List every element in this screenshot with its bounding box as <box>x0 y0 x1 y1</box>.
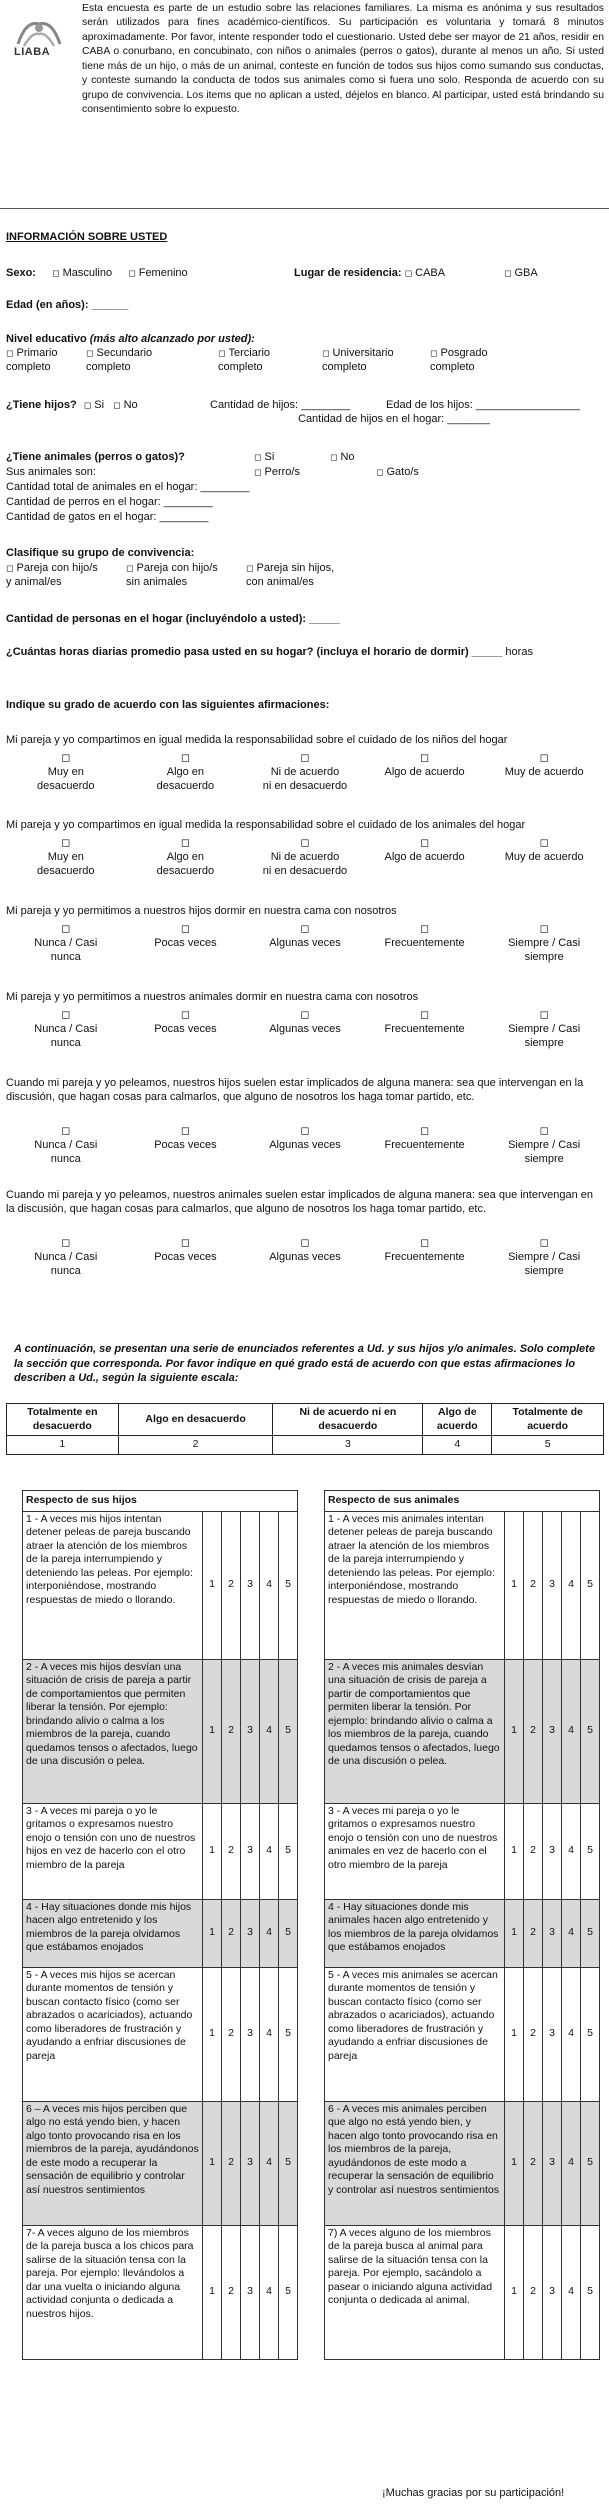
scale-q4 <box>6 1009 604 1050</box>
edad-row <box>6 298 604 312</box>
radio[interactable]: ◻ <box>420 923 430 935</box>
checkbox-conv-3[interactable]: ◻ <box>246 563 254 573</box>
checkbox-hijos-no[interactable]: ◻ <box>113 400 121 410</box>
opt-perros: Perro/s <box>264 466 300 478</box>
radio[interactable]: ◻ <box>420 1125 430 1137</box>
scale-option[interactable] <box>126 1125 246 1166</box>
edad-blank[interactable]: ______ <box>91 299 129 311</box>
question-4: Mi pareja y yo permitimos a nuestros animales dormir en nuestra cama con nosotros <box>6 991 419 1003</box>
radio[interactable]: ◻ <box>539 923 549 935</box>
scale-label: Siempre / Casi siempre <box>508 1138 581 1165</box>
checkbox-masculino[interactable]: ◻ <box>52 268 60 278</box>
nivel-row <box>6 332 604 346</box>
scale-option[interactable] <box>245 1237 365 1278</box>
table-row <box>23 1659 298 1803</box>
scale-label: Muy en desacuerdo <box>37 850 95 877</box>
section-title: INFORMACIÓN SOBRE USTED <box>6 231 168 243</box>
opt-masculino: Masculino <box>62 267 113 279</box>
radio[interactable]: ◻ <box>61 1125 71 1137</box>
question-6: Cuando mi pareja y yo peleamos, nuestros animales suelen estar implicados de alguna manera: sea que intervengan en la discusión, que hagan cosas para calmarlos, que alguno de nosotros los haga tomar partido, etc. <box>6 1189 594 1216</box>
rating-cell[interactable]: 1 <box>203 1511 222 1659</box>
scale-label: Pocas veces <box>154 936 217 949</box>
opt-animales-si: Si <box>264 451 275 463</box>
scale-label: Pocas veces <box>154 1022 217 1035</box>
checkbox-hijos-si[interactable]: ◻ <box>83 400 92 410</box>
rating-cell[interactable]: 2 <box>222 1967 241 2101</box>
item-text: 5 - A veces mis animales se acercan durante momentos de tensión y buscan contacto físico (como ser abrazados o acariciados), actuando como liberadores de frustración y ayudando a enfriar discusiones de pareja <box>325 1967 505 2101</box>
nivel-note: (más alto alcanzado por usted): <box>89 333 255 345</box>
scale-option[interactable] <box>365 1125 485 1166</box>
scale-label: Algo de acuerdo <box>384 850 465 863</box>
opt-hijos-no: No <box>123 399 138 411</box>
hijos-table <box>22 1490 298 2360</box>
sus-animales-row <box>6 465 604 479</box>
opt-gatos: Gato/s <box>386 466 419 478</box>
radio[interactable]: ◻ <box>300 837 310 849</box>
radio[interactable]: ◻ <box>300 923 310 935</box>
item-text: 6 - A veces mis animales perciben que algo no está yendo bien, y hacen algo tonto provocando risa en los miembros de la pareja, ayudándonos de este modo a recuperar la sensación de equilibrio y controlar así nuestros sentimientos <box>325 2101 505 2225</box>
scale-label: Nunca / Casi nunca <box>34 1138 98 1165</box>
scale-option[interactable] <box>365 837 485 878</box>
radio[interactable]: ◻ <box>180 923 190 935</box>
opt-conv-1[interactable] <box>6 561 98 590</box>
scale-intro: A continuación, se presentan una serie de enunciados referentes a Ud. y sus hijos y/o animales. Solo complete la sección que corresponda. Por favor indique en qué grado está de acuerdo con que estas afirmaciones lo describen a Ud., según la siguiente escala: <box>14 1343 595 1385</box>
rating-cell[interactable]: 5 <box>581 1803 600 1899</box>
rating-cell[interactable]: 2 <box>524 1899 543 1967</box>
rating-cell[interactable]: 1 <box>203 1967 222 2101</box>
scale-option[interactable] <box>6 1237 126 1278</box>
scale-option[interactable] <box>126 837 246 878</box>
checkbox-primario[interactable]: ◻ <box>6 348 14 358</box>
opt-universitario[interactable] <box>322 346 394 375</box>
checkbox-femenino[interactable]: ◻ <box>128 268 136 278</box>
opt-universitario-label: Universitario completo <box>322 347 394 374</box>
rating-cell[interactable]: 2 <box>524 1967 543 2101</box>
radio[interactable]: ◻ <box>180 1237 190 1249</box>
scale-option[interactable] <box>484 923 604 964</box>
scale-option[interactable] <box>245 1009 365 1050</box>
legend-label: Ni de acuerdo ni en desacuerdo <box>273 1404 423 1436</box>
scale-option[interactable] <box>126 923 246 964</box>
rating-cell[interactable]: 1 <box>505 1967 524 2101</box>
radio[interactable]: ◻ <box>539 837 549 849</box>
radio[interactable]: ◻ <box>61 1237 71 1249</box>
radio[interactable]: ◻ <box>61 923 71 935</box>
rating-cell[interactable]: 1 <box>203 1803 222 1899</box>
rating-cell[interactable]: 2 <box>524 1803 543 1899</box>
radio[interactable]: ◻ <box>180 837 190 849</box>
rating-cell[interactable]: 5 <box>581 2101 600 2225</box>
table-row <box>23 2101 298 2225</box>
checkbox-animales-si[interactable]: ◻ <box>254 452 262 462</box>
legend-label: Algo en desacuerdo <box>118 1404 273 1436</box>
scale-label: Nunca / Casi nunca <box>34 1250 98 1277</box>
table-row <box>23 1967 298 2101</box>
rating-cell[interactable]: 1 <box>203 1659 222 1803</box>
rating-cell[interactable]: 4 <box>260 1899 279 1967</box>
opt-conv-2[interactable] <box>126 561 218 590</box>
scale-option[interactable] <box>365 923 485 964</box>
opt-conv-1-label: Pareja con hijo/s y animal/es <box>6 562 98 589</box>
edad-hijos[interactable]: Edad de los hijos: _________________ <box>386 399 580 411</box>
rating-cell[interactable]: 5 <box>581 2225 600 2359</box>
rating-cell[interactable]: 3 <box>241 2101 260 2225</box>
rating-cell[interactable]: 3 <box>241 1967 260 2101</box>
radio[interactable]: ◻ <box>539 1237 549 1249</box>
radio[interactable]: ◻ <box>300 1125 310 1137</box>
header <box>10 2 604 182</box>
rating-cell[interactable]: 2 <box>222 1511 241 1659</box>
item-text: 7) A veces alguno de los miembros de la pareja busca al animal para salirse de la situación tensa con la pareja. Por ejemplo, sacándolo a pasear o iniciando alguna actividad conjunta o dedicada al animal. <box>325 2225 505 2359</box>
scale-option[interactable] <box>484 1237 604 1278</box>
rating-cell[interactable]: 2 <box>222 1803 241 1899</box>
checkbox-perros[interactable]: ◻ <box>254 467 262 477</box>
item-text: 2 - A veces mis animales desvían una situación de crisis de pareja a partir de comportamientos que permiten liberar la tensión. Por ejemplo: brindando alivio o calma a los miembros de la pareja, cuando quedamos tensos o afectados, luego de una discusión o pelea. <box>325 1659 505 1803</box>
question-1: Mi pareja y yo compartimos en igual medida la responsabilidad sobre el cuidado de los niños del hogar <box>6 734 508 746</box>
cant-gatos[interactable]: Cantidad de gatos en el hogar: ________ <box>6 511 209 523</box>
personas-hogar[interactable]: Cantidad de personas en el hogar (incluyéndolo a usted): _____ <box>6 613 340 625</box>
radio[interactable]: ◻ <box>61 1009 71 1021</box>
scale-label: Pocas veces <box>154 1250 217 1263</box>
rating-cell[interactable]: 3 <box>241 1899 260 1967</box>
item-text: 5 - A veces mis hijos se acercan durante momentos de tensión y buscan contacto físico (como ser abrazados o acariciados), actuando como liberadores de frustración y ayudando a enfriar discusiones de pareja <box>23 1967 203 2101</box>
table-row <box>325 1659 600 1803</box>
rating-cell[interactable]: 3 <box>543 2101 562 2225</box>
scale-option[interactable] <box>484 1009 604 1050</box>
rating-cell[interactable]: 5 <box>581 1659 600 1803</box>
radio[interactable]: ◻ <box>180 1125 190 1137</box>
rating-cell[interactable]: 4 <box>260 2101 279 2225</box>
scale-option[interactable] <box>245 923 365 964</box>
rating-cell[interactable]: 5 <box>581 1967 600 2101</box>
legend-table <box>6 1403 604 1455</box>
opt-terciario[interactable] <box>218 346 270 375</box>
question-5: Cuando mi pareja y yo peleamos, nuestros hijos suelen estar implicados de alguna manera: sea que intervengan en la discusión, que hagan cosas para calmarlos, que alguno de nosotros los haga tomar partido, etc. <box>6 1077 584 1104</box>
legend-label: Algo de acuerdo <box>423 1404 492 1436</box>
legend-label: Totalmente de acuerdo <box>492 1404 604 1436</box>
scale-label: Frecuentemente <box>384 1022 465 1035</box>
rating-cell[interactable]: 2 <box>222 1659 241 1803</box>
scale-option[interactable] <box>6 837 126 878</box>
table-row <box>23 1511 298 1659</box>
scale-option[interactable] <box>245 837 365 878</box>
rating-cell[interactable]: 1 <box>505 1899 524 1967</box>
rating-cell[interactable]: 4 <box>562 2225 581 2359</box>
scale-option[interactable] <box>126 1237 246 1278</box>
radio[interactable]: ◻ <box>420 837 430 849</box>
question-3: Mi pareja y yo permitimos a nuestros hijos dormir en nuestra cama con nosotros <box>6 905 397 917</box>
checkbox-conv-2[interactable]: ◻ <box>126 563 134 573</box>
scale-option[interactable] <box>484 752 604 793</box>
scale-label: Muy de acuerdo <box>504 850 584 863</box>
rating-cell[interactable]: 4 <box>260 1967 279 2101</box>
scale-label: Algunas veces <box>269 1138 341 1151</box>
rating-cell[interactable]: 3 <box>241 1659 260 1803</box>
convivencia-label: Clasifique su grupo de convivencia: <box>6 547 195 559</box>
rating-cell[interactable]: 5 <box>279 2101 298 2225</box>
thanks-text: ¡Muchas gracias por su participación! <box>382 2487 565 2499</box>
rating-cell[interactable]: 4 <box>562 1511 581 1659</box>
scale-label: Frecuentemente <box>384 1138 465 1151</box>
radio[interactable]: ◻ <box>300 1237 310 1249</box>
opt-conv-2-label: Pareja con hijo/s sin animales <box>126 562 218 589</box>
rating-cell[interactable]: 3 <box>241 2225 260 2359</box>
radio[interactable]: ◻ <box>61 837 71 849</box>
scale-label: Algunas veces <box>269 936 341 949</box>
scale-label: Siempre / Casi siempre <box>508 1022 581 1049</box>
horas-unit: horas <box>505 646 533 658</box>
scale-label: Frecuentemente <box>384 936 465 949</box>
rating-cell[interactable]: 2 <box>222 2225 241 2359</box>
edad-label: Edad (en años): <box>6 299 89 311</box>
rating-cell[interactable]: 4 <box>260 1659 279 1803</box>
scale-option[interactable] <box>245 1125 365 1166</box>
cant-total-animales[interactable]: Cantidad total de animales en el hogar: ________ <box>6 481 250 493</box>
item-text: 6 – A veces mis hijos perciben que algo no está yendo bien, y hacen algo tonto provocando risa en los miembros de la pareja, ayudándonos de este modo a recuperar la sensación de equilibrio y controlar así nuestros sentimientos <box>23 2101 203 2225</box>
sus-animales-label: Sus animales son: <box>6 466 96 478</box>
rating-cell[interactable]: 4 <box>562 1967 581 2101</box>
animales-table <box>324 1490 600 2360</box>
radio[interactable]: ◻ <box>180 752 190 764</box>
rating-cell[interactable]: 4 <box>562 1899 581 1967</box>
rating-cell[interactable]: 5 <box>581 1899 600 1967</box>
opt-posgrado[interactable] <box>430 346 488 375</box>
scale-label: Frecuentemente <box>384 1250 465 1263</box>
residencia-label: Lugar de residencia: <box>294 267 402 279</box>
checkbox-universitario[interactable]: ◻ <box>322 348 330 358</box>
radio[interactable]: ◻ <box>420 752 430 764</box>
opt-terciario-label: Terciario completo <box>218 347 271 374</box>
rating-cell[interactable]: 1 <box>505 2101 524 2225</box>
rating-cell[interactable]: 1 <box>505 1659 524 1803</box>
cant-hijos-hogar[interactable]: Cantidad de hijos en el hogar: _______ <box>298 413 491 425</box>
rating-cell[interactable]: 2 <box>524 1511 543 1659</box>
scale-option[interactable] <box>126 752 246 793</box>
scale-label: Muy en desacuerdo <box>37 765 95 792</box>
scale-q3 <box>6 923 604 964</box>
rating-cell[interactable]: 1 <box>505 1803 524 1899</box>
scale-option[interactable] <box>6 1009 126 1050</box>
table-row <box>325 2101 600 2225</box>
radio[interactable]: ◻ <box>300 752 310 764</box>
scale-option[interactable] <box>126 1009 246 1050</box>
hijos-row <box>6 398 604 425</box>
divider <box>0 208 609 209</box>
rating-cell[interactable]: 3 <box>241 1803 260 1899</box>
checkbox-animales-no[interactable]: ◻ <box>330 452 338 462</box>
rating-cell[interactable]: 5 <box>279 1511 298 1659</box>
legend-number: 4 <box>423 1436 492 1455</box>
rating-cell[interactable]: 5 <box>581 1511 600 1659</box>
agreement-title: Indique su grado de acuerdo con las siguientes afirmaciones: <box>6 699 330 711</box>
legend-number: 1 <box>7 1436 119 1455</box>
sexo-label: Sexo: <box>6 267 36 279</box>
item-text: 3 - A veces mi pareja o yo le gritamos o expresamos nuestro enojo o tensión con uno de nuestros hijos en vez de hacerlo con el otro miembro de la pareja <box>23 1803 203 1899</box>
scale-q1 <box>6 752 604 793</box>
table-row <box>23 2225 298 2359</box>
scale-q2 <box>6 837 604 878</box>
opt-secundario-label: Secundario completo <box>86 347 153 374</box>
rating-cell[interactable]: 3 <box>543 1967 562 2101</box>
rating-cell[interactable]: 3 <box>543 1803 562 1899</box>
scale-label: Siempre / Casi siempre <box>508 936 581 963</box>
rating-cell[interactable]: 2 <box>524 1659 543 1803</box>
opt-primario-label: Primario completo <box>6 347 58 374</box>
item-text: 1 - A veces mis hijos intentan detener peleas de pareja buscando atraer la atención de los miembros de la pareja interrumpiendo y deteniendo las peleas. Por ejemplo: interponiéndose, mostrando respuestas de miedo o llorando. <box>23 1511 203 1659</box>
opt-animales-no: No <box>340 451 355 463</box>
radio[interactable]: ◻ <box>539 1125 549 1137</box>
horas-label[interactable]: ¿Cuántas horas diarias promedio pasa usted en su hogar? (incluya el horario de dormir) _____ <box>6 646 503 658</box>
rating-cell[interactable]: 4 <box>562 1659 581 1803</box>
scale-label: Nunca / Casi nunca <box>34 936 98 963</box>
scale-label: Ni de acuerdo ni en desacuerdo <box>262 765 348 792</box>
rating-cell[interactable]: 1 <box>203 1899 222 1967</box>
item-text: 2 - A veces mis hijos desvían una situación de crisis de pareja a partir de comportamientos que permiten liberar la tensión. Por ejemplo: brindando alivio o calma a los miembros de la pareja, cuando quedamos tensos o afectados, luego de una discusión o pelea. <box>23 1659 203 1803</box>
radio[interactable]: ◻ <box>420 1237 430 1249</box>
cant-hijos[interactable]: Cantidad de hijos: ________ <box>210 399 351 411</box>
table-row <box>325 1511 600 1659</box>
logo-text: LIABA <box>14 46 51 58</box>
rating-cell[interactable]: 1 <box>203 2225 222 2359</box>
scale-option[interactable] <box>484 837 604 878</box>
scale-label: Algo de acuerdo <box>384 765 465 778</box>
rating-cell[interactable]: 5 <box>279 1899 298 1967</box>
checkbox-gba[interactable]: ◻ <box>504 268 512 278</box>
opt-conv-3-label: Pareja sin hijos, con animal/es <box>246 562 335 589</box>
rating-cell[interactable]: 3 <box>543 1659 562 1803</box>
opt-gba: GBA <box>514 267 538 279</box>
rating-cell[interactable]: 5 <box>279 2225 298 2359</box>
table-row <box>325 2225 600 2359</box>
cant-perros[interactable]: Cantidad de perros en el hogar: ________ <box>6 496 213 508</box>
rating-cell[interactable]: 4 <box>562 1803 581 1899</box>
rating-cell[interactable]: 1 <box>203 2101 222 2225</box>
scale-option[interactable] <box>6 1125 126 1166</box>
table-row <box>23 1899 298 1967</box>
checkbox-conv-1[interactable]: ◻ <box>6 563 14 573</box>
rating-cell[interactable]: 2 <box>222 2101 241 2225</box>
checkbox-gatos[interactable]: ◻ <box>376 467 384 477</box>
rating-cell[interactable]: 5 <box>279 1967 298 2101</box>
radio[interactable]: ◻ <box>539 752 549 764</box>
scale-label: Algo en desacuerdo <box>156 765 215 792</box>
rating-cell[interactable]: 3 <box>241 1511 260 1659</box>
legend-number: 2 <box>118 1436 273 1455</box>
scale-option[interactable] <box>484 1125 604 1166</box>
scale-option[interactable] <box>365 1237 485 1278</box>
rating-cell[interactable]: 3 <box>543 1899 562 1967</box>
scale-option[interactable] <box>245 752 365 793</box>
item-text: 1 - A veces mis animales intentan detener peleas de pareja buscando atraer la atención de los miembros de la pareja interrumpiendo y deteniendo las peleas. Por ejemplo: interponiéndose, mostrando respuestas de miedo o llorando. <box>325 1511 505 1659</box>
rating-cell[interactable]: 4 <box>260 1803 279 1899</box>
rating-cell[interactable]: 2 <box>524 2225 543 2359</box>
radio[interactable]: ◻ <box>61 752 71 764</box>
horas-row <box>6 645 604 659</box>
question-2: Mi pareja y yo compartimos en igual medida la responsabilidad sobre el cuidado de los animales del hogar <box>6 819 526 831</box>
scale-label: Algo en desacuerdo <box>156 850 215 877</box>
item-text: 4 - Hay situaciones donde mis hijos hacen algo entretenido y los miembros de la pareja olvidamos que estábamos enojados <box>23 1899 203 1967</box>
opt-femenino: Femenino <box>138 267 188 279</box>
rating-cell[interactable]: 4 <box>260 2225 279 2359</box>
table-header: Respecto de sus animales <box>325 1491 600 1512</box>
scale-label: Algunas veces <box>269 1022 341 1035</box>
legend-number: 3 <box>273 1436 423 1455</box>
legend-number: 5 <box>492 1436 604 1455</box>
table-row <box>23 1803 298 1899</box>
radio[interactable]: ◻ <box>539 1009 549 1021</box>
rating-cell[interactable]: 4 <box>562 2101 581 2225</box>
opt-hijos-si: Si <box>94 399 105 411</box>
opt-caba: CABA <box>415 267 446 279</box>
rating-cell[interactable]: 3 <box>543 1511 562 1659</box>
opt-posgrado-label: Posgrado completo <box>430 347 488 374</box>
opt-conv-3[interactable] <box>246 561 334 590</box>
scale-option[interactable] <box>365 752 485 793</box>
scale-q5 <box>6 1125 604 1166</box>
radio[interactable]: ◻ <box>420 1009 430 1021</box>
scale-option[interactable] <box>6 923 126 964</box>
scale-label: Muy de acuerdo <box>504 765 584 778</box>
radio[interactable]: ◻ <box>300 1009 310 1021</box>
checkbox-caba[interactable]: ◻ <box>404 268 413 278</box>
rating-cell[interactable]: 1 <box>505 2225 524 2359</box>
item-text: 4 - Hay situaciones donde mis animales hacen algo entretenido y los miembros de la pareja olvidamos que estábamos enojados <box>325 1899 505 1967</box>
opt-secundario[interactable] <box>86 346 152 375</box>
rating-cell[interactable]: 2 <box>222 1899 241 1967</box>
checkbox-secundario[interactable]: ◻ <box>86 348 94 358</box>
opt-primario[interactable] <box>6 346 57 375</box>
scale-label: Pocas veces <box>154 1138 217 1151</box>
scale-option[interactable] <box>365 1009 485 1050</box>
table-row <box>325 1803 600 1899</box>
scale-label: Ni de acuerdo ni en desacuerdo <box>262 850 348 877</box>
rating-cell[interactable]: 5 <box>279 1803 298 1899</box>
checkbox-posgrado[interactable]: ◻ <box>430 348 438 358</box>
rating-cell[interactable]: 3 <box>543 2225 562 2359</box>
rating-cell[interactable]: 4 <box>260 1511 279 1659</box>
animales-label: ¿Tiene animales (perros o gatos)? <box>6 451 185 463</box>
rating-cell[interactable]: 2 <box>524 2101 543 2225</box>
table-row <box>325 1899 600 1967</box>
item-text: 3 - A veces mi pareja o yo le gritamos o expresamos nuestro enojo o tensión con uno de nuestros animales en vez de hacerlo con el otro miembro de la pareja <box>325 1803 505 1899</box>
scale-label: Siempre / Casi siempre <box>508 1250 581 1277</box>
rating-cell[interactable]: 5 <box>279 1659 298 1803</box>
animales-row <box>6 450 604 464</box>
scale-label: Algunas veces <box>269 1250 341 1263</box>
item-text: 7- A veces alguno de los miembros de la pareja busca a los chicos para salirse de la situación tensa con la pareja. Por ejemplo: llevándolos a dar una vuelta o iniciando alguna actividad conjunta o dedicada a nuestros hijos. <box>23 2225 203 2359</box>
table-header: Respecto de sus hijos <box>23 1491 298 1512</box>
legend-label: Totalmente en desacuerdo <box>7 1404 119 1436</box>
intro-paragraph: Esta encuesta es parte de un estudio sobre las relaciones familiares. La misma es anónima y sus resultados serán utilizados para fines académico-científicos. Su participación es voluntaria y tomará 8 minutos aproximadamente. Por favor, intente responder todo el cuestionario. Usted debe ser mayor de 21 años, residir en CABA o conurbano, en concubinato, con niños o animales (perros o gatos), durante al menos un año. Si usted tiene más de un hijo, o más de un animal, conteste en función de todos sus hijos como sumando sus conductas, y conteste sumando la conducta de todos sus animales como si fuera uno solo. Responda de acuerdo con su grupo de convivencia. Los items que no aplican a usted, déjelos en blanco. Al participar, usted está brindando su consentimiento sobre lo expuesto. <box>82 3 604 116</box>
radio[interactable]: ◻ <box>180 1009 190 1021</box>
scale-q6 <box>6 1237 604 1278</box>
sexo-row <box>6 266 604 280</box>
scale-option[interactable] <box>6 752 126 793</box>
scale-label: Nunca / Casi nunca <box>34 1022 98 1049</box>
nivel-label: Nivel educativo <box>6 333 87 345</box>
hijos-label: ¿Tiene hijos? <box>6 399 77 411</box>
rating-cell[interactable]: 1 <box>505 1511 524 1659</box>
table-row <box>325 1967 600 2101</box>
checkbox-terciario[interactable]: ◻ <box>218 348 226 358</box>
